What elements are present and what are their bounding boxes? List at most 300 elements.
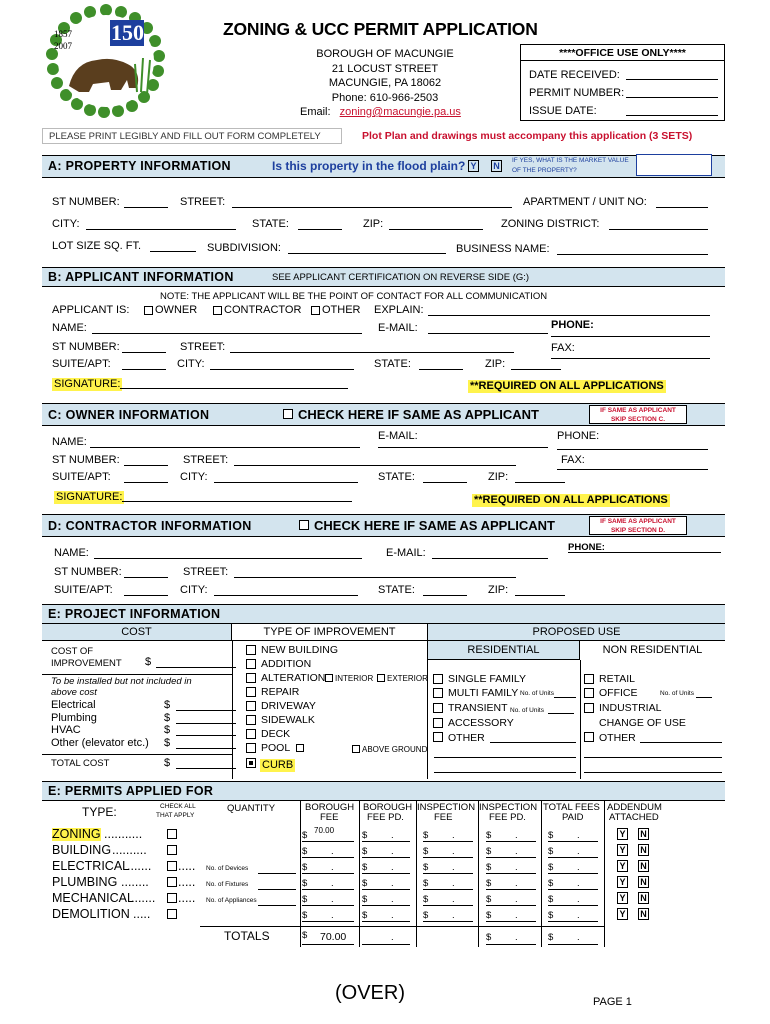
a-zip-line[interactable] <box>389 229 483 230</box>
borough-pd-header-1: BOROUGH <box>363 802 413 813</box>
permit-row-demolition <box>0 907 770 923</box>
c-same-checkbox[interactable] <box>283 409 293 419</box>
multi-family-units-label: No. of Units <box>520 690 554 697</box>
retail-checkbox[interactable] <box>584 674 594 684</box>
b-other-checkbox[interactable] <box>311 306 320 315</box>
addition-checkbox[interactable] <box>246 659 256 669</box>
totals-pd-dot: . <box>391 932 394 943</box>
accessory-checkbox[interactable] <box>433 718 443 728</box>
c-email-label: E-MAIL: <box>378 430 418 442</box>
b-st-number-line[interactable] <box>122 352 166 353</box>
a-lot-size-line[interactable] <box>150 251 196 252</box>
d-street-label: STREET: <box>183 566 229 578</box>
a-apartment-label: APARTMENT / UNIT NO: <box>523 196 647 208</box>
d-street-line[interactable] <box>234 577 516 578</box>
c-phone-label: PHONE: <box>557 430 600 442</box>
email-link[interactable]: zoning@macungie.pa.us <box>339 106 461 118</box>
permit-zoning-pd-dot: . <box>391 830 394 841</box>
permit-electrical-inpd-dollar: $ <box>486 862 492 873</box>
d-same-checkbox[interactable] <box>299 520 309 530</box>
market-value-box[interactable] <box>636 154 712 176</box>
section-d-bar <box>42 514 725 537</box>
b-zip-label: ZIP: <box>485 358 506 370</box>
totals-fee-value: 70.00 <box>320 931 347 943</box>
nonres-other-checkbox[interactable] <box>584 732 594 742</box>
permit-electrical-total-dollar: $ <box>548 862 554 873</box>
permit-plumbing-insp-dot: . <box>452 878 455 889</box>
driveway-checkbox[interactable] <box>246 701 256 711</box>
borough-phone: Phone: 610-966-2503 <box>331 91 439 104</box>
market-value-label-2: OF THE PROPERTY? <box>512 167 577 174</box>
c-st-number-label: ST NUMBER: <box>52 454 120 466</box>
b-explain-line[interactable] <box>428 315 710 316</box>
permit-mechanical-addendum-no[interactable]: N <box>638 892 649 904</box>
nonres-other-label: OTHER <box>599 732 636 744</box>
curb-checkbox[interactable] <box>246 758 256 768</box>
permit-building-checkbox[interactable] <box>167 845 177 855</box>
a-subdivision-label: SUBDIVISION: <box>207 242 281 254</box>
hvac-cost-line[interactable] <box>176 735 236 736</box>
a-apartment-line[interactable] <box>656 207 708 208</box>
b-contractor-checkbox[interactable] <box>213 306 222 315</box>
permit-electrical-qty-line[interactable] <box>258 873 296 874</box>
permit-mechanical-pd-dot: . <box>391 894 394 905</box>
curb-label: CURB <box>262 759 294 771</box>
permit-plumbing-insp-line[interactable] <box>423 889 473 890</box>
c-name-line[interactable] <box>90 447 360 448</box>
permit-mechanical-total-line[interactable] <box>548 905 598 906</box>
permit-building-pd-line[interactable] <box>362 857 410 858</box>
plumbing-cost-line[interactable] <box>176 723 236 724</box>
date-received-label: DATE RECEIVED: <box>529 69 620 81</box>
a-lot-size-label: LOT SIZE SQ. FT. <box>52 240 142 252</box>
date-received-line[interactable] <box>626 79 718 80</box>
multi-family-units-line[interactable] <box>554 697 576 698</box>
d-email-line[interactable] <box>432 558 548 559</box>
permit-zoning-addendum-no[interactable]: N <box>638 828 649 840</box>
permit-row-building <box>0 843 770 859</box>
c-signature-line[interactable] <box>122 501 352 502</box>
single-family-checkbox[interactable] <box>433 674 443 684</box>
permit-electrical-pd-line[interactable] <box>362 873 410 874</box>
a-st-number-line[interactable] <box>124 207 168 208</box>
permit-demolition-inpd-dot: . <box>515 910 518 921</box>
permit-building-fee-dollar: $ <box>302 846 308 857</box>
permit-plumbing-pd-dot: . <box>391 878 394 889</box>
interior-label: INTERIOR <box>335 674 374 683</box>
c-suite-line[interactable] <box>124 482 168 483</box>
c-zip-line[interactable] <box>515 482 565 483</box>
permit-plumbing-fee-line[interactable] <box>302 889 354 890</box>
permit-plumbing-qty-label: No. of Fixtures <box>206 881 249 888</box>
permit-row-plumbing <box>0 875 770 891</box>
b-city-line[interactable] <box>210 369 354 370</box>
permit-plumbing-fee-dollar: $ <box>302 878 308 889</box>
d-phone-line[interactable] <box>568 552 721 553</box>
permit-plumbing-insp-dollar: $ <box>423 878 429 889</box>
check-all-label-1: CHECK ALL <box>160 803 196 810</box>
permit-electrical-inpd-dot: . <box>515 862 518 873</box>
permit-zoning-total-line[interactable] <box>548 841 598 842</box>
permit-electrical-fee-dot: . <box>331 862 334 873</box>
permits-type-label: TYPE: <box>82 805 117 819</box>
permit-building-addendum-no[interactable]: N <box>638 844 649 856</box>
permit-electrical-dots: ....... <box>127 859 152 873</box>
d-name-line[interactable] <box>94 558 362 559</box>
electrical-cost-line[interactable] <box>176 710 236 711</box>
permit-mechanical-insp-dollar: $ <box>423 894 429 905</box>
b-applicant-is-label: APPLICANT IS: <box>52 304 130 316</box>
borough-fee-header-2: FEE <box>320 812 339 823</box>
permit-electrical-qty-label: No. of Devices <box>206 865 249 872</box>
permit-demolition-addendum-yes[interactable]: Y <box>617 908 628 920</box>
pool-extra-checkbox[interactable] <box>296 744 304 752</box>
office-checkbox[interactable] <box>584 688 594 698</box>
a-zoning-district-line[interactable] <box>609 229 708 230</box>
permit-electrical-addendum-no[interactable]: N <box>638 860 649 872</box>
d-name-label: NAME: <box>54 547 89 559</box>
b-contractor-label: CONTRACTOR <box>224 304 302 316</box>
permit-electrical-trail: ..... <box>178 859 196 873</box>
proposed-use-header: PROPOSED USE <box>427 624 725 641</box>
permit-plumbing-fee-dot: . <box>331 878 334 889</box>
b-email-line[interactable] <box>428 333 548 334</box>
a-subdivision-line[interactable] <box>288 253 446 254</box>
permit-building-total-line[interactable] <box>548 857 598 858</box>
permit-electrical-fee-line[interactable] <box>302 873 354 874</box>
permit-building-fee-dot: . <box>331 846 334 857</box>
permit-mechanical-fee-line[interactable] <box>302 905 354 906</box>
permit-demolition-total-line[interactable] <box>548 921 598 922</box>
flood-plain-question: Is this property in the flood plain? <box>272 159 466 173</box>
borough-fee-header-1: BOROUGH <box>305 802 355 813</box>
permit-mechanical-total-dollar: $ <box>548 894 554 905</box>
retail-label: RETAIL <box>599 673 635 685</box>
totals-inpd-line[interactable] <box>486 944 536 945</box>
insp-pd-header-1: INSPECTION <box>479 802 538 813</box>
permit-building-inpd-line[interactable] <box>486 857 536 858</box>
transient-units-line[interactable] <box>548 713 574 714</box>
totals-fee-dollar: $ <box>302 930 308 941</box>
permit-plumbing-total-line[interactable] <box>548 889 598 890</box>
permit-zoning-pd-line[interactable] <box>362 841 410 842</box>
borough-seal <box>45 2 167 120</box>
c-st-number-line[interactable] <box>124 465 168 466</box>
b-phone-line[interactable] <box>551 336 710 337</box>
permit-electrical-addendum-yes[interactable]: Y <box>617 860 628 872</box>
res-other-label: OTHER <box>448 732 485 744</box>
total-cost-dollar: $ <box>164 757 171 769</box>
c-same-label: CHECK HERE IF SAME AS APPLICANT <box>298 407 539 422</box>
permit-demolition-checkbox[interactable] <box>167 909 177 919</box>
d-zip-label: ZIP: <box>488 584 509 596</box>
multi-family-checkbox[interactable] <box>433 688 443 698</box>
d-city-line[interactable] <box>214 595 358 596</box>
d-same-label: CHECK HERE IF SAME AS APPLICANT <box>314 518 555 533</box>
b-state-line[interactable] <box>419 369 463 370</box>
permit-building-pd-dollar: $ <box>362 846 368 857</box>
permit-building-addendum-yes[interactable]: Y <box>617 844 628 856</box>
interior-checkbox[interactable] <box>325 674 333 682</box>
permit-row-mechanical <box>0 891 770 907</box>
transient-label: TRANSIENT <box>448 702 508 714</box>
a-street-line[interactable] <box>232 207 512 208</box>
permit-plumbing-addendum-no[interactable]: N <box>638 876 649 888</box>
above-ground-checkbox[interactable] <box>352 745 360 753</box>
permit-electrical-total-line[interactable] <box>548 873 598 874</box>
issue-date-line[interactable] <box>626 115 718 116</box>
multi-family-label: MULTI FAMILY <box>448 687 519 699</box>
c-state-label: STATE: <box>378 471 415 483</box>
b-name-line[interactable] <box>92 333 362 334</box>
permit-zoning-fee-dollar: $ <box>302 830 308 841</box>
permit-zoning-checkbox[interactable] <box>167 829 177 839</box>
deck-label: DECK <box>261 728 291 740</box>
section-a-title: A: PROPERTY INFORMATION <box>48 159 231 173</box>
b-email-label: E-MAIL: <box>378 322 418 334</box>
permit-zoning-addendum-yes[interactable]: Y <box>617 828 628 840</box>
c-state-line[interactable] <box>423 482 467 483</box>
repair-label: REPAIR <box>261 686 300 698</box>
permit-plumbing-checkbox[interactable] <box>167 877 177 887</box>
c-name-label: NAME: <box>52 436 87 448</box>
permit-demolition-dots: ..... <box>133 907 151 921</box>
quantity-header: QUANTITY <box>227 803 276 814</box>
permit-plumbing-inpd-line[interactable] <box>486 889 536 890</box>
permit-zoning-dots: ........... <box>104 827 143 841</box>
totals-fee-line[interactable] <box>302 944 354 945</box>
b-zip-line[interactable] <box>511 369 561 370</box>
d-st-number-line[interactable] <box>124 577 168 578</box>
permit-demolition-fee-line[interactable] <box>302 921 354 922</box>
permit-zoning-insp-dollar: $ <box>423 830 429 841</box>
change-of-use-label: CHANGE OF USE <box>599 717 686 729</box>
permit-electrical-checkbox[interactable] <box>167 861 177 871</box>
c-city-line[interactable] <box>214 482 358 483</box>
permit-plumbing-pd-line[interactable] <box>362 889 410 890</box>
permit-building-fee-line[interactable] <box>302 857 354 858</box>
office-units-line[interactable] <box>696 697 712 698</box>
c-street-line[interactable] <box>234 465 516 466</box>
residential-header: RESIDENTIAL <box>427 641 580 660</box>
permit-mechanical-insp-line[interactable] <box>423 905 473 906</box>
office-units-label: No. of Units <box>660 690 694 697</box>
hvac-dollar: $ <box>164 724 171 736</box>
permit-building-dots: .......... <box>112 843 147 857</box>
a-city-line[interactable] <box>86 229 236 230</box>
a-street-label: STREET: <box>180 196 226 208</box>
permit-plumbing-inpd-dot: . <box>515 878 518 889</box>
totals-inpd-dot: . <box>515 932 518 943</box>
driveway-label: DRIVEWAY <box>261 700 316 712</box>
res-other-line-1[interactable] <box>490 742 576 743</box>
permits-title: E: PERMITS APPLIED FOR <box>48 784 214 798</box>
res-other-checkbox[interactable] <box>433 732 443 742</box>
permit-zoning-insp-line[interactable] <box>423 841 473 842</box>
electrical-dollar: $ <box>164 699 171 711</box>
permit-electrical-insp-line[interactable] <box>423 873 473 874</box>
permit-mechanical-checkbox[interactable] <box>167 893 177 903</box>
a-city-label: CITY: <box>52 218 80 230</box>
permit-demolition-inpd-line[interactable] <box>486 921 536 922</box>
section-c-bar <box>42 403 725 426</box>
page-number: PAGE 1 <box>593 996 632 1008</box>
b-fax-label: FAX: <box>551 342 575 354</box>
borough-email-line <box>290 105 480 120</box>
d-suite-line[interactable] <box>124 595 168 596</box>
permit-demolition-fee-dot: . <box>331 910 334 921</box>
b-street-line[interactable] <box>230 352 514 353</box>
a-st-number-label: ST NUMBER: <box>52 196 120 208</box>
industrial-label: INDUSTRIAL <box>599 702 662 714</box>
b-phone-label: PHONE: <box>551 319 594 331</box>
permit-mechanical-pd-dollar: $ <box>362 894 368 905</box>
permit-plumbing-total-dot: . <box>577 878 580 889</box>
permit-building-insp-dot: . <box>452 846 455 857</box>
permit-building-total-dot: . <box>577 846 580 857</box>
cost-header: COST <box>42 624 232 641</box>
nonres-other-line-1[interactable] <box>640 742 722 743</box>
b-state-label: STATE: <box>374 358 411 370</box>
d-state-line[interactable] <box>423 595 467 596</box>
totals-total-line[interactable] <box>548 944 598 945</box>
permit-building-pd-dot: . <box>391 846 394 857</box>
exterior-checkbox[interactable] <box>377 674 385 682</box>
b-suite-line[interactable] <box>122 369 166 370</box>
res-other-line-3[interactable] <box>434 772 576 773</box>
b-fax-line[interactable] <box>551 358 710 359</box>
addendum-header-2: ATTACHED <box>609 812 659 823</box>
industrial-checkbox[interactable] <box>584 703 594 713</box>
b-street-label: STREET: <box>180 341 226 353</box>
permit-demolition-fee-dollar: $ <box>302 910 308 921</box>
a-state-label: STATE: <box>252 218 289 230</box>
section-d-title: D: CONTRACTOR INFORMATION <box>48 519 252 533</box>
permit-mechanical-inpd-line[interactable] <box>486 905 536 906</box>
permit-electrical-inpd-line[interactable] <box>486 873 536 874</box>
permit-zoning-total-dollar: $ <box>548 830 554 841</box>
d-skip-box: IF SAME AS APPLICANT SKIP SECTION D. <box>589 516 687 535</box>
permit-demolition-insp-dot: . <box>452 910 455 921</box>
cost-of-improvement-line[interactable] <box>156 667 236 668</box>
pool-checkbox[interactable] <box>246 743 256 753</box>
c-skip-box: IF SAME AS APPLICANT SKIP SECTION C. <box>589 405 687 424</box>
permit-mechanical-addendum-yes[interactable]: Y <box>617 892 628 904</box>
c-email-line[interactable] <box>378 447 548 448</box>
permit-mechanical-fee-dollar: $ <box>302 894 308 905</box>
cost-of-label: COST OF <box>51 646 94 657</box>
transient-checkbox[interactable] <box>433 703 443 713</box>
hvac-cost-label: HVAC <box>51 724 81 736</box>
permit-electrical-pd-dot: . <box>391 862 394 873</box>
permit-demolition-addendum-no[interactable]: N <box>638 908 649 920</box>
res-other-line-2[interactable] <box>434 757 576 758</box>
permit-mechanical-label: MECHANICAL <box>52 891 134 905</box>
a-state-line[interactable] <box>298 229 342 230</box>
permit-number-label: PERMIT NUMBER: <box>529 87 625 99</box>
over-label: (OVER) <box>335 982 405 1004</box>
permit-mechanical-insp-dot: . <box>452 894 455 905</box>
permit-building-inpd-dollar: $ <box>486 846 492 857</box>
other-dollar: $ <box>164 737 171 749</box>
permit-number-line[interactable] <box>626 97 718 98</box>
exterior-label: EXTERIOR <box>387 674 428 683</box>
permit-plumbing-qty-line[interactable] <box>258 889 296 890</box>
b-owner-checkbox[interactable] <box>144 306 153 315</box>
improvement-label: IMPROVEMENT <box>51 658 122 669</box>
nonres-other-line-2[interactable] <box>584 757 722 758</box>
plumbing-cost-label: Plumbing <box>51 712 97 724</box>
repair-checkbox[interactable] <box>246 687 256 697</box>
check-all-label-2: THAT APPLY <box>156 812 195 819</box>
alteration-checkbox[interactable] <box>246 673 256 683</box>
new-building-label: NEW BUILDING <box>261 644 339 656</box>
c-street-label: STREET: <box>183 454 229 466</box>
permit-zoning-borough-fee: 70.00 <box>314 826 335 835</box>
permit-demolition-pd-line[interactable] <box>362 921 410 922</box>
c-fax-line[interactable] <box>557 469 708 470</box>
c-fax-label: FAX: <box>561 454 585 466</box>
single-family-label: SINGLE FAMILY <box>448 673 526 685</box>
total-paid-header-1: TOTAL FEES <box>543 802 600 813</box>
b-signature-label: SIGNATURE: <box>54 378 121 390</box>
permit-electrical-pd-dollar: $ <box>362 862 368 873</box>
permit-mechanical-qty-line[interactable] <box>258 905 296 906</box>
permit-building-insp-line[interactable] <box>423 857 473 858</box>
c-signature-label: SIGNATURE: <box>56 491 123 503</box>
c-suite-label: SUITE/APT: <box>52 471 111 483</box>
d-zip-line[interactable] <box>515 595 565 596</box>
other-cost-line[interactable] <box>176 748 236 749</box>
flood-yes-box[interactable]: Y <box>468 160 479 172</box>
permit-electrical-insp-dollar: $ <box>423 862 429 873</box>
sidewalk-checkbox[interactable] <box>246 715 256 725</box>
c-city-label: CITY: <box>180 471 208 483</box>
d-state-label: STATE: <box>378 584 415 596</box>
cost-dollar: $ <box>145 656 152 668</box>
b-other-label: OTHER <box>322 304 361 316</box>
total-cost-line[interactable] <box>176 768 236 769</box>
new-building-checkbox[interactable] <box>246 645 256 655</box>
permit-mechanical-inpd-dollar: $ <box>486 894 492 905</box>
a-zoning-district-label: ZONING DISTRICT: <box>501 218 600 230</box>
permit-zoning-inpd-dollar: $ <box>486 830 492 841</box>
nonres-other-line-3[interactable] <box>584 772 722 773</box>
permit-zoning-insp-dot: . <box>452 830 455 841</box>
borough-address <box>290 47 480 120</box>
totals-pd-line[interactable] <box>362 944 410 945</box>
permit-mechanical-pd-line[interactable] <box>362 905 410 906</box>
a-business-name-line[interactable] <box>557 254 708 255</box>
addendum-header-1: ADDENDUM <box>607 802 662 813</box>
c-phone-line[interactable] <box>557 449 708 450</box>
b-signature-line[interactable] <box>120 388 348 389</box>
permit-building-inpd-dot: . <box>515 846 518 857</box>
permit-demolition-total-dollar: $ <box>548 910 554 921</box>
permit-plumbing-inpd-dollar: $ <box>486 878 492 889</box>
insp-fee-header-1: INSPECTION <box>417 802 476 813</box>
page-title: ZONING & UCC PERMIT APPLICATION <box>223 19 538 39</box>
permit-demolition-insp-line[interactable] <box>423 921 473 922</box>
office-use-header: ****OFFICE USE ONLY**** <box>521 45 724 61</box>
permits-bar <box>42 781 725 801</box>
permit-zoning-fee-line[interactable] <box>302 841 354 842</box>
permit-zoning-inpd-line[interactable] <box>486 841 536 842</box>
flood-no-box[interactable]: N <box>491 160 502 172</box>
permit-plumbing-total-dollar: $ <box>548 878 554 889</box>
permit-plumbing-addendum-yes[interactable]: Y <box>617 876 628 888</box>
deck-checkbox[interactable] <box>246 729 256 739</box>
